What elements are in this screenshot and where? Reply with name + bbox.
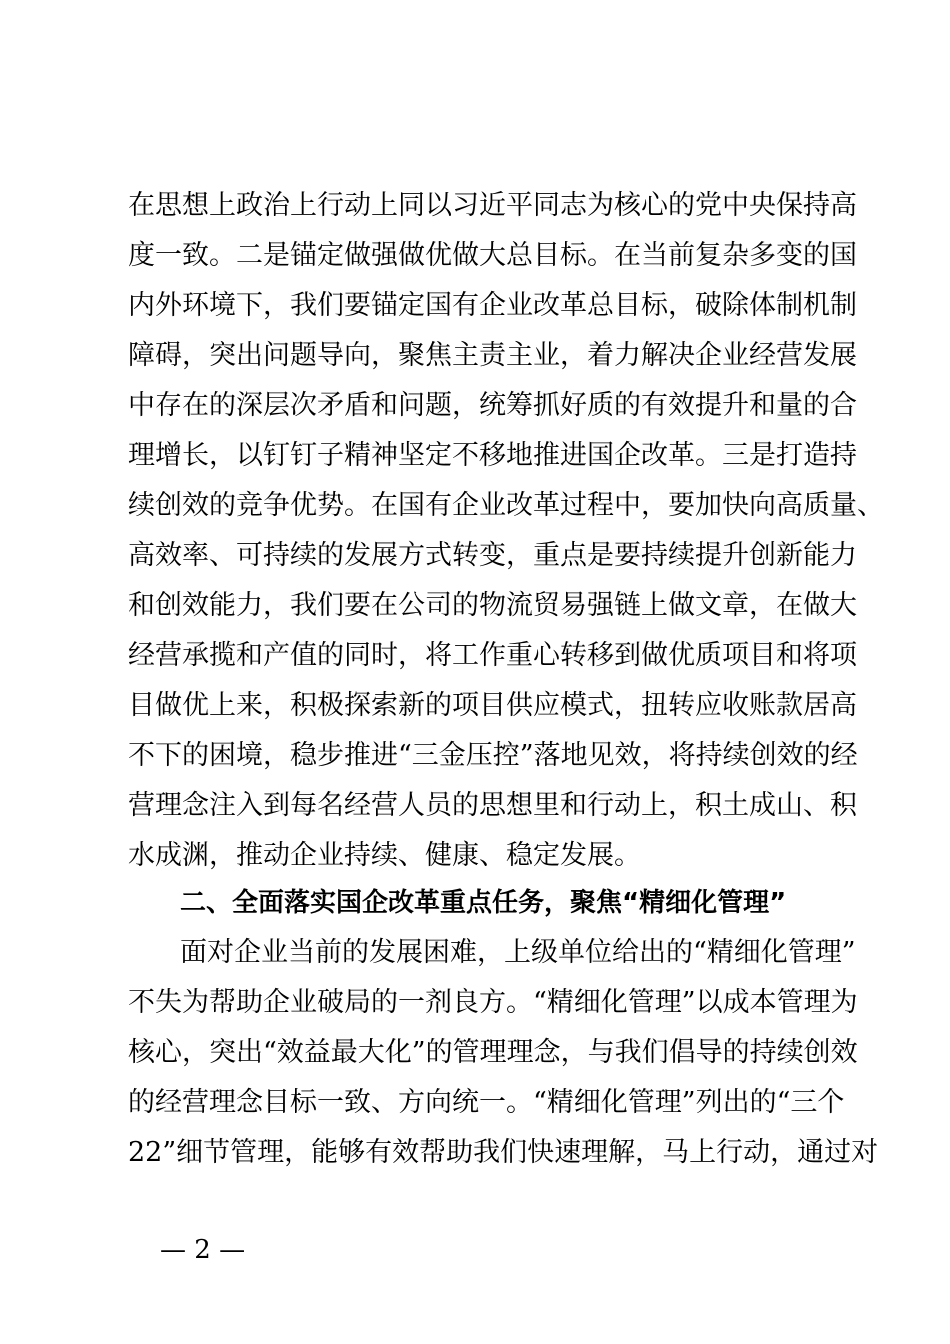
paragraph-1-line-13: 营理念注入到每名经营人员的思想里和行动上，积土成山、积 — [128, 790, 857, 821]
paragraph-2-line-4: 的经营理念目标一致、方向统一。“精细化管理”列出的“三个 — [128, 1087, 845, 1118]
paragraph-1-line-4: 障碍，突出问题导向，聚焦主责主业，着力解决企业经营发展 — [128, 340, 857, 371]
paragraph-1-line-10: 经营承揽和产值的同时，将工作重心转移到做优质项目和将项 — [128, 640, 857, 671]
paragraph-1-line-14: 水成渊，推动企业持续、健康、稳定发展。 — [128, 840, 641, 871]
paragraph-2-line-3: 核心，突出“效益最大化”的管理理念，与我们倡导的持续创效 — [128, 1037, 858, 1068]
page-number: — 2 — — [160, 1235, 246, 1265]
paragraph-2-line-5: 22”细节管理，能够有效帮助我们快速理解，马上行动，通过对 — [128, 1137, 879, 1168]
paragraph-1-line-1: 在思想上政治上行动上同以习近平同志为核心的党中央保持高 — [128, 190, 857, 221]
paragraph-1-line-2: 度一致。二是锚定做强做优做大总目标。在当前复杂多变的国 — [128, 240, 857, 271]
paragraph-1-line-12: 不下的困境，稳步推进“三金压控”落地见效，将持续创效的经 — [128, 740, 858, 771]
paragraph-1-line-11: 目做优上来，积极探索新的项目供应模式，扭转应收账款居高 — [128, 690, 857, 721]
paragraph-2-line-1: 面对企业当前的发展困难，上级单位给出的“精细化管理” — [180, 937, 856, 968]
paragraph-1-line-5: 中存在的深层次矛盾和问题，统筹抓好质的有效提升和量的合 — [128, 390, 857, 421]
paragraph-2-line-2: 不失为帮助企业破局的一剂良方。“精细化管理”以成本管理为 — [128, 987, 858, 1018]
section-heading: 二、全面落实国企改革重点任务，聚焦“精细化管理” — [180, 888, 787, 918]
paragraph-1-line-3: 内外环境下，我们要锚定国有企业改革总目标，破除体制机制 — [128, 290, 857, 321]
paragraph-1-line-6: 理增长，以钉钉子精神坚定不移地推进国企改革。三是打造持 — [128, 440, 857, 471]
paragraph-1-line-7: 续创效的竞争优势。在国有企业改革过程中，要加快向高质量、 — [128, 490, 884, 521]
paragraph-1-line-8: 高效率、可持续的发展方式转变，重点是要持续提升创新能力 — [128, 540, 857, 571]
paragraph-1-line-9: 和创效能力，我们要在公司的物流贸易强链上做文章，在做大 — [128, 590, 857, 621]
